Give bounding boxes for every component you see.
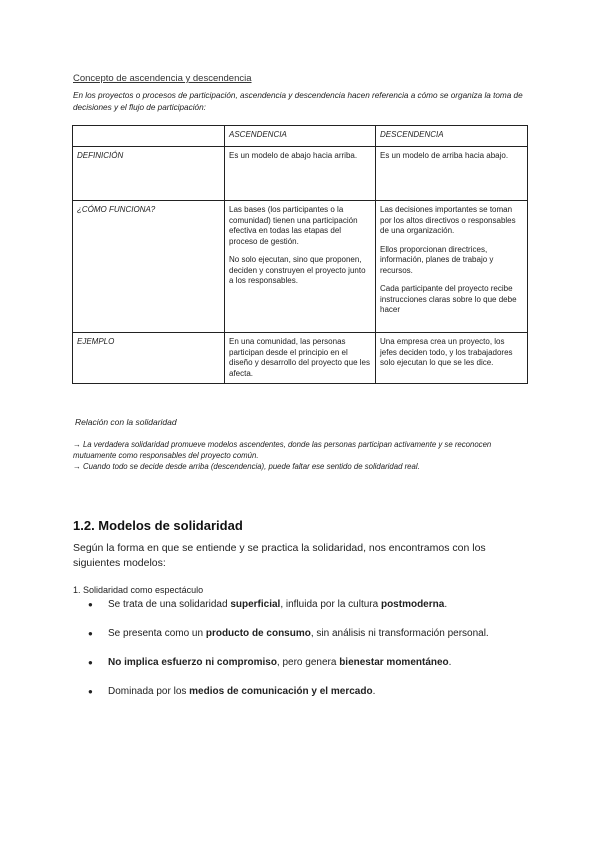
list-item bbox=[88, 626, 518, 641]
relation-title: Relación con la solidaridad bbox=[75, 417, 177, 427]
list-item bbox=[88, 684, 518, 699]
list-item bbox=[88, 597, 518, 612]
section-title: 1.2. Modelos de solidaridad bbox=[73, 518, 243, 533]
table-row bbox=[73, 147, 528, 201]
bullet-list bbox=[88, 597, 518, 713]
bullet-icon: ● bbox=[88, 687, 93, 696]
bullet-icon: ● bbox=[88, 600, 93, 609]
bullet-text: , influida por la cultura bbox=[280, 599, 381, 610]
table-cell bbox=[376, 147, 528, 201]
bullet-bold: bienestar momentáneo bbox=[339, 657, 449, 668]
header-cell-descendencia: DESCENDENCIA bbox=[376, 126, 528, 147]
bullet-text: . bbox=[448, 657, 452, 668]
bullet-text: Dominada por los bbox=[108, 686, 190, 697]
cell-text: Cada participante del proyecto recibe instrucciones claras sobre lo que debe hacer bbox=[380, 284, 517, 314]
cell-text: Las bases (los participantes o la comunidad) tienen una participación efectiva en todas las etapas del proceso de gestión. bbox=[229, 205, 358, 246]
bullet-text: Se presenta como un bbox=[108, 628, 206, 639]
bullet-bold: postmoderna bbox=[380, 599, 445, 610]
relation-lines bbox=[73, 440, 533, 474]
table-cell bbox=[376, 333, 528, 384]
cell-text: En una comunidad, las personas participan desde el principio en el diseño y desarrollo del proyecto que les afecta. bbox=[229, 337, 370, 378]
cell-text: Es un modelo de arriba hacia abajo. bbox=[380, 151, 509, 160]
comparison-table bbox=[72, 125, 528, 384]
bullet-bold: medios de comunicación y el mercado bbox=[189, 686, 373, 697]
bullet-text: . bbox=[372, 686, 376, 697]
bullet-text: , pero genera bbox=[276, 657, 340, 668]
bullet-text: Se trata de una solidaridad bbox=[108, 599, 231, 610]
relation-line: → La verdadera solidaridad promueve modelos ascendentes, donde las personas participan activamente y se reconocen mutuamente como responsables del proyecto común. bbox=[73, 440, 492, 460]
table-row bbox=[73, 333, 528, 384]
table-cell bbox=[225, 333, 376, 384]
table-cell bbox=[225, 201, 376, 333]
bullet-text: . bbox=[444, 599, 448, 610]
bullet-icon: ● bbox=[88, 658, 93, 667]
intro-paragraph: En los proyectos o procesos de participación, ascendencia y descendencia hacen referencia a cómo se organiza la toma de decisiones y el flujo de participación: bbox=[73, 91, 523, 112]
table-header-row bbox=[73, 126, 528, 147]
cell-text: No solo ejecutan, sino que proponen, deciden y construyen el proyecto junto a los responsables. bbox=[229, 255, 366, 285]
table-row bbox=[73, 201, 528, 333]
header-cell-empty bbox=[73, 126, 225, 147]
row-label: ¿CÓMO FUNCIONA? bbox=[73, 201, 225, 333]
bullet-bold: superficial bbox=[230, 599, 281, 610]
bullet-bold: producto de consumo bbox=[205, 628, 311, 639]
concept-title: Concepto de ascendencia y descendencia bbox=[73, 73, 252, 84]
relation-line: → Cuando todo se decide desde arriba (descendencia), puede faltar ese sentido de solidaridad real. bbox=[73, 462, 420, 471]
table-cell bbox=[376, 201, 528, 333]
table-cell bbox=[225, 147, 376, 201]
cell-text: Ellos proporcionan directrices, información, planes de trabajo y recursos. bbox=[380, 244, 494, 275]
row-label: EJEMPLO bbox=[73, 333, 225, 384]
header-cell-ascendencia: ASCENDENCIA bbox=[225, 126, 376, 147]
cell-text: Es un modelo de abajo hacia arriba. bbox=[229, 151, 358, 160]
subheading: 1. Solidaridad como espectáculo bbox=[73, 585, 204, 595]
section-intro: Según la forma en que se entiende y se practica la solidaridad, nos encontramos con los siguientes modelos: bbox=[73, 542, 486, 569]
cell-text: Las decisiones importantes se toman por los altos directivos o responsables de una organización. bbox=[380, 205, 516, 235]
bullet-text: , sin análisis ni transformación personal. bbox=[310, 628, 489, 639]
bullet-bold: No implica esfuerzo ni compromiso bbox=[108, 657, 277, 668]
list-item bbox=[88, 655, 518, 670]
bullet-icon: ● bbox=[88, 629, 93, 638]
cell-text: Una empresa crea un proyecto, los jefes deciden todo, y los trabajadores solo ejecutan lo que se les dice. bbox=[380, 337, 513, 367]
row-label: DEFINICIÓN bbox=[73, 147, 225, 201]
